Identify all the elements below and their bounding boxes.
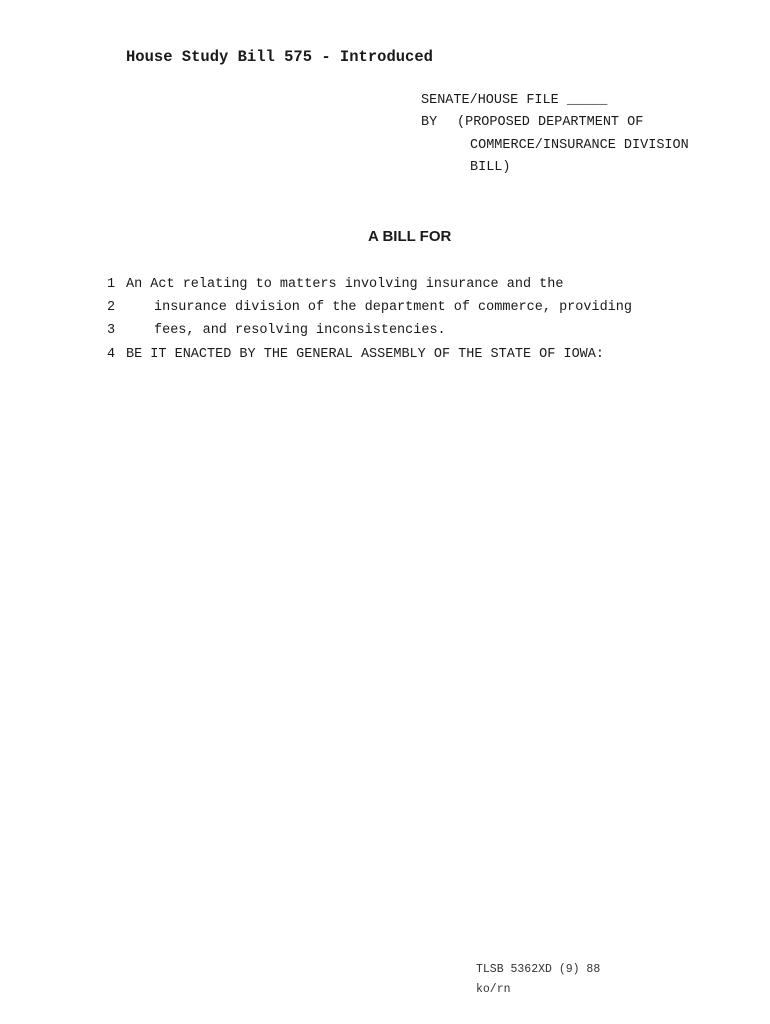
bill-line xyxy=(107,319,632,342)
footer-code: TLSB 5362XD (9) 88 xyxy=(476,963,601,976)
sponsor-line-1: (PROPOSED DEPARTMENT OF xyxy=(457,115,644,131)
line-text: BE IT ENACTED BY THE GENERAL ASSEMBLY OF THE STATE OF IOWA: xyxy=(126,346,604,362)
sponsor-line-3: BILL) xyxy=(470,159,511,175)
file-number-line: SENATE/HOUSE FILE _____ xyxy=(421,93,608,108)
line-text: fees, and resolving inconsistencies. xyxy=(154,323,446,339)
line-number: 4 xyxy=(107,346,116,362)
line-text: insurance division of the department of commerce, providing xyxy=(154,300,632,316)
page-title: House Study Bill 575 - Introduced xyxy=(126,48,433,66)
file-block xyxy=(421,90,689,179)
bill-line xyxy=(107,343,632,366)
line-text: An Act relating to matters involving insurance and the xyxy=(126,277,564,292)
sponsor-lines xyxy=(457,112,689,179)
bill-heading: A BILL FOR xyxy=(368,228,452,245)
bill-line xyxy=(107,273,632,296)
line-number: 1 xyxy=(107,277,116,292)
document-footer xyxy=(476,960,600,1000)
bill-line xyxy=(107,296,632,319)
by-label: BY xyxy=(421,115,438,131)
bill-body xyxy=(107,273,632,366)
sponsor-row xyxy=(421,112,689,179)
line-number: 3 xyxy=(107,323,116,339)
sponsor-line-2: COMMERCE/INSURANCE DIVISION xyxy=(470,137,689,153)
footer-initials: ko/rn xyxy=(476,983,511,996)
line-number: 2 xyxy=(107,300,116,316)
